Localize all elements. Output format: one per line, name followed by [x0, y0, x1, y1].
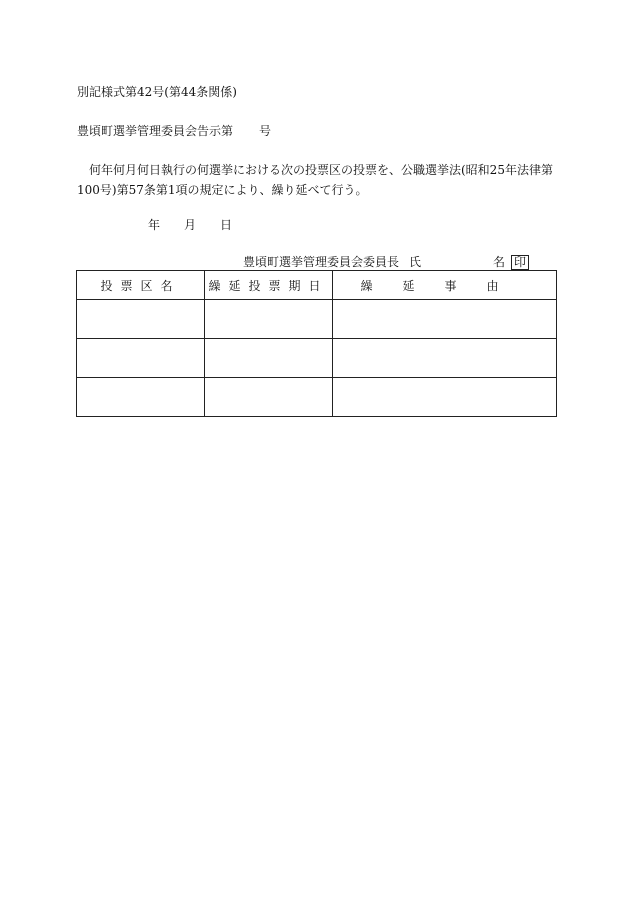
header-postponement-reason: 繰延事由	[333, 271, 557, 300]
notice-title-prefix: 豊頃町選挙管理委員会告示第	[77, 124, 234, 138]
table-row	[77, 300, 557, 339]
table-cell	[333, 339, 557, 378]
signature-surname-label: 氏	[409, 255, 422, 269]
table-cell	[205, 300, 333, 339]
notice-title-suffix: 号	[259, 124, 272, 138]
notice-title	[77, 124, 271, 138]
table-cell	[205, 339, 333, 378]
postponement-table	[76, 270, 557, 417]
date-year: 年	[148, 218, 161, 232]
header-postponed-date: 繰延投票期日	[205, 271, 333, 300]
table-cell	[333, 300, 557, 339]
date-line	[148, 218, 232, 232]
notice-body-text: 何年何月何日執行の何選挙における次の投票区の投票を、公職選挙法(昭和25年法律第100号)第57条第1項の規定により、繰り延べて行う。	[77, 163, 553, 197]
date-month: 月	[184, 218, 197, 232]
table-cell	[205, 378, 333, 417]
table-row	[77, 378, 557, 417]
header-polling-district: 投票区名	[77, 271, 205, 300]
signature-line	[243, 255, 529, 270]
table-cell	[77, 378, 205, 417]
signature-title: 豊頃町選挙管理委員会委員長	[243, 255, 400, 269]
table-cell	[77, 300, 205, 339]
form-reference: 別記様式第42号(第44条関係)	[77, 85, 237, 99]
table-cell	[333, 378, 557, 417]
table-cell	[77, 339, 205, 378]
table-header-row	[77, 271, 557, 300]
date-day: 日	[220, 218, 233, 232]
signature-name-label: 名	[493, 255, 506, 269]
seal-mark: 印	[511, 255, 529, 270]
table-row	[77, 339, 557, 378]
